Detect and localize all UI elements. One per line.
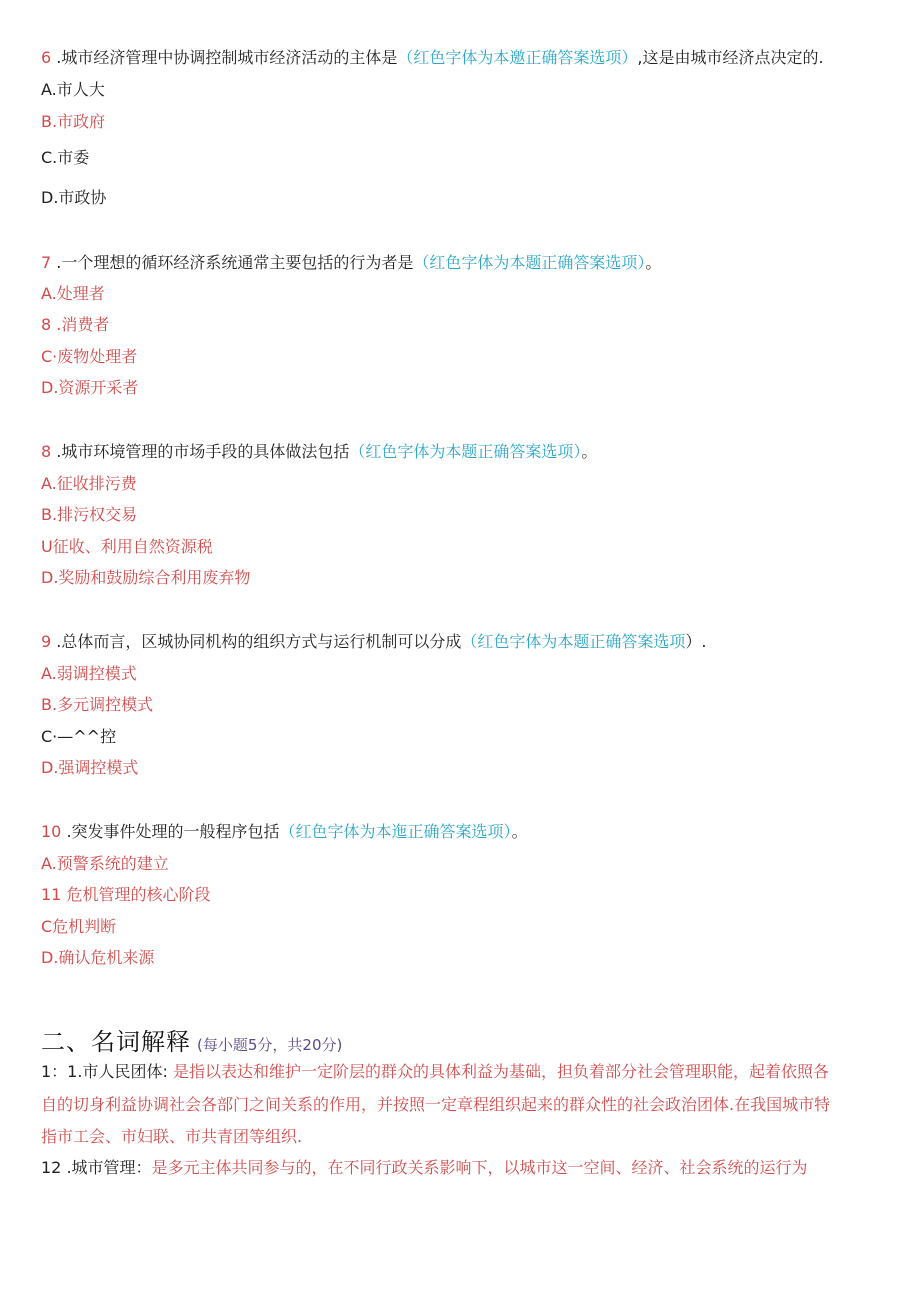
question-7 — [41, 252, 661, 274]
question-tail: 。 — [511, 822, 528, 841]
option-a-answer: A.预警系统的建立 — [41, 854, 169, 873]
question-tail: ）. — [685, 632, 707, 651]
question-stem: .城市环境管理的市场手段的具体做法包括 — [51, 442, 350, 461]
term-label: 1：1.市人民团体: — [41, 1062, 173, 1081]
option-a-answer: A.弱调控模式 — [41, 664, 137, 683]
question-tail: 。 — [581, 442, 598, 461]
section-title: 二、名词解释 — [41, 1028, 191, 1056]
question-stem: .总体而言，区城协同机构的组织方式与运行机制可以分成 — [51, 632, 462, 651]
option-d: D.市政协 — [41, 188, 107, 207]
question-hint: （红色字体为本题正确答案选项 — [461, 632, 686, 651]
option-d-answer: D.强调控模式 — [41, 758, 139, 777]
question-8 — [41, 441, 597, 463]
question-number: 7 — [41, 253, 52, 272]
term-1-line-1 — [41, 1061, 829, 1083]
term-label: 12 .城市管理： — [41, 1158, 152, 1177]
option-b-answer: B.排污权交易 — [41, 505, 138, 524]
term-definition: 是多元主体共同参与的，在不同行政关系影响下，以城市这一空间、经济、社会系统的运行为 — [151, 1158, 808, 1177]
term-definition: 是指以表达和维护一定阶层的群众的具体利益为基础，担负着部分社会管理职能，起着依照各 — [172, 1062, 829, 1081]
option-c-answer: U征收、利用自然资源税 — [41, 537, 213, 556]
question-10 — [41, 821, 528, 843]
question-number: 8 — [41, 442, 52, 461]
option-d-answer: D.资源开采者 — [41, 378, 139, 397]
question-number: 6 — [41, 48, 52, 67]
question-tail: 。 — [645, 253, 662, 272]
term-2-line-1 — [41, 1157, 808, 1179]
question-9 — [41, 631, 706, 653]
option-c-answer: C·废物处理者 — [41, 347, 138, 366]
question-number: 10 — [41, 822, 62, 841]
question-hint: （红色字体为本迤正确答案选项） — [279, 822, 512, 841]
option-c-answer: C危机判断 — [41, 917, 117, 936]
option-a: A.市人大 — [41, 80, 105, 99]
question-stem: .一个理想的循环经济系统通常主要包括的行为者是 — [51, 253, 414, 272]
term-1-line-2: 自的切身利益协调社会各部门之间关系的作用，并按照一定章程组织起来的群众性的社会政治团体.在我国城市特 — [41, 1095, 831, 1114]
option-b-answer: 11 危机管理的核心阶段 — [41, 885, 211, 904]
question-stem: .突发事件处理的一般程序包括 — [61, 822, 280, 841]
question-tail: ,这是由城市经济点决定的. — [637, 48, 824, 67]
option-d-answer: D.确认危机来源 — [41, 948, 155, 967]
question-hint: （红色字体为本题正确答案选项） — [413, 253, 646, 272]
option-d-answer: D.奖励和鼓励综合利用废弃物 — [41, 568, 251, 587]
option-c: C·—^^控 — [41, 727, 117, 746]
question-hint: （红色字体为本邀正确答案选项） — [397, 48, 638, 67]
option-b-answer: B.市政府 — [41, 112, 106, 131]
option-a-answer: A.征收排污费 — [41, 474, 137, 493]
option-a-answer: A.处理者 — [41, 284, 105, 303]
option-c: C.市委 — [41, 148, 90, 167]
option-b-answer: B.多元调控模式 — [41, 695, 154, 714]
question-hint: （红色字体为本题正确答案选项） — [349, 442, 582, 461]
section-heading — [41, 1022, 342, 1057]
question-6 — [41, 47, 824, 69]
term-1-line-3: 指市工会、市妇联、市共青团等组织. — [41, 1127, 303, 1146]
question-number: 9 — [41, 632, 52, 651]
section-score-note: (每小题5分，共20分) — [197, 1036, 343, 1054]
option-b-answer: 8 .消费者 — [41, 315, 110, 334]
question-stem: .城市经济管理中协调控制城市经济活动的主体是 — [51, 48, 398, 67]
